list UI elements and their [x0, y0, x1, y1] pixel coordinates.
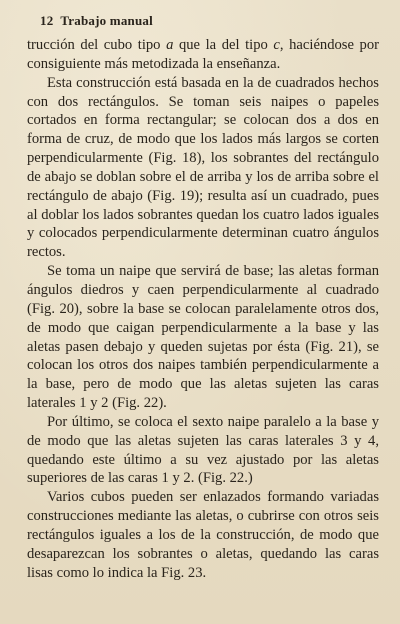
paragraph: Varios cubos pueden ser enlazados formando variadas construcciones mediante las aletas, o cubrirse con otros seis rectángulos iguales a los de la construcción, de modo que desaparezcan los sobrantes o aletas, quedando las caras lisas como lo indica la Fig. 23.: [27, 489, 379, 581]
paragraph: Esta construcción está basada en la de cuadrados hechos con dos rectángulos. Se toman seis naipes o papeles cortados en forma rectangular; se colocan dos a dos en forma de cruz, de modo que los lados más largos se corten perpendicularmente (Fig. 18), los sobrantes del rectángulo de abajo se doblan sobre el de arriba y los de arriba sobre el rectángulo de abajo (Fig. 19); resulta así un cuadrado, pues al doblar los lados sobrantes quedan los cuatro lados iguales y colocados perpendicularmente determinan cuatro ángulos rectos.: [27, 74, 379, 261]
paragraph: Por último, se coloca el sexto naipe paralelo a la base y de modo que las aletas sujeten las caras laterales 3 y 4, quedando este último a su vez ajustado por las aletas superiores de las caras 1 y 2. (Fig. 22.): [27, 413, 379, 487]
paragraph: Se toma un naipe que servirá de base; las aletas forman ángulos diedros y caen perpendicularmente al cuadrado (Fig. 20), sobre la base se colocan paralelamente otros dos, de modo que caigan perpendicularmente a la base y las aletas pasen debajo y queden sujetas por ésta (Fig. 21), se colocan los otros dos naipes también perpendicularmente a la base, pero de modo que las aletas sujeten las caras laterales 1 y 2 (Fig. 22).: [27, 263, 379, 412]
body-text: [27, 36, 379, 582]
page-number: 12: [40, 13, 54, 28]
running-header: [40, 13, 153, 29]
running-title: Trabajo manual: [60, 13, 153, 28]
paragraph-continuation: trucción del cubo tipo a que la del tipo c, haciéndose por consiguiente más metodizada la enseñanza.: [27, 37, 380, 72]
